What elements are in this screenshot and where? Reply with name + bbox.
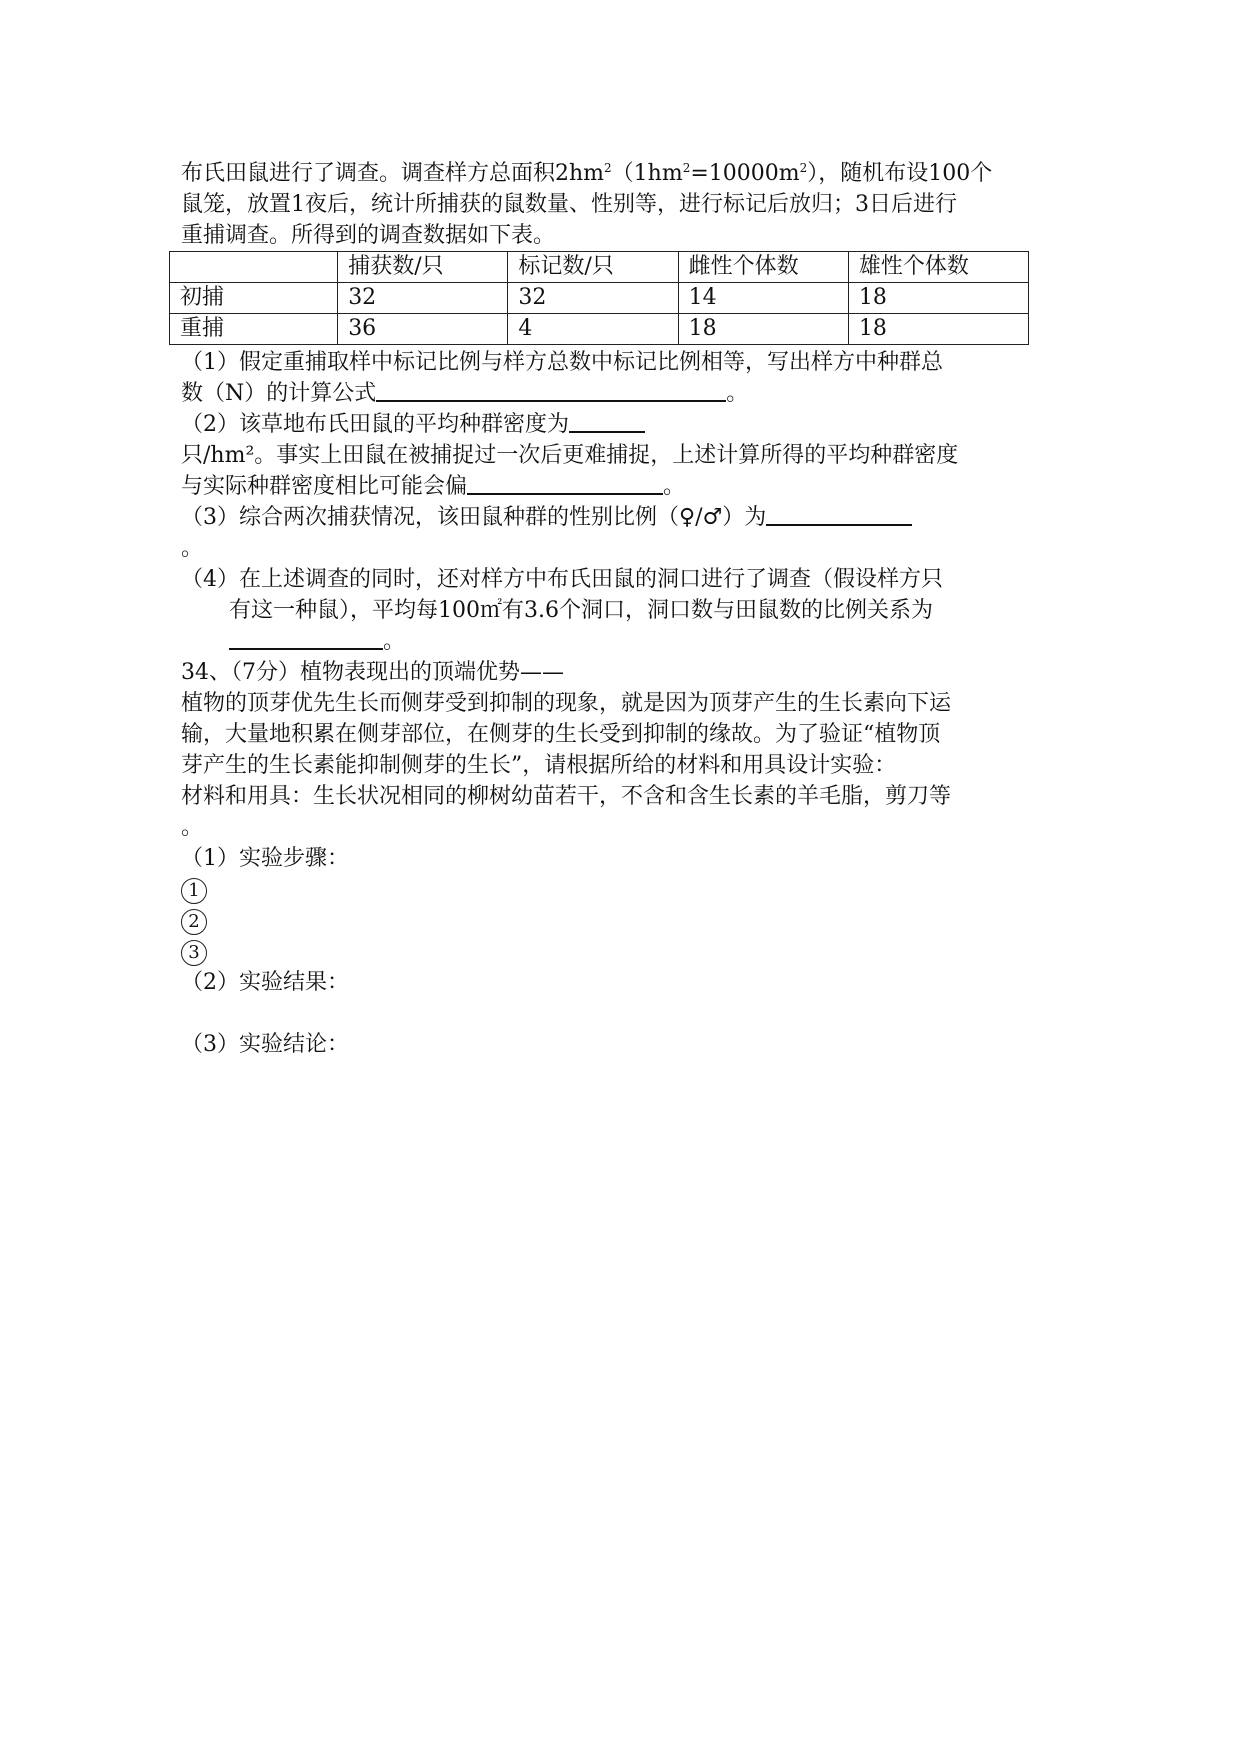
- q4-line-3: 。: [181, 626, 1061, 657]
- q4-line-1: （4）在上述调查的同时，还对样方中布氏田鼠的洞口进行了调查（假设样方只: [181, 567, 943, 592]
- capture-data-table: [169, 251, 1029, 345]
- table-header-cell: 雌性个体数: [678, 252, 848, 283]
- q34-step-item: [181, 936, 1061, 967]
- q34-step-item: [181, 874, 1061, 905]
- q34-paragraph-line: 输，大量地积累在侧芽部位，在侧芽的生长受到抑制的缘故。为了验证“植物顶: [181, 722, 941, 747]
- q34-paragraph-line: 植物的顶芽优先生长而侧芽受到抑制的现象，就是因为顶芽产生的生长素向下运: [181, 691, 952, 716]
- q2-line-2: 只/hm²。事实上田鼠在被捕捉过一次后更难捕捉，上述计算所得的平均种群密度: [181, 443, 959, 468]
- q2-line-1: （2）该草地布氏田鼠的平均种群密度为: [181, 409, 1061, 440]
- q34-conclusion: （3）实验结论：: [181, 1032, 349, 1057]
- step-number-2: 2: [181, 909, 207, 935]
- q4-answer-blank[interactable]: [229, 626, 383, 650]
- table-row: [170, 314, 1029, 345]
- q2-line-3: 与实际种群密度相比可能会偏 。: [181, 471, 1061, 502]
- table-header-cell: 雄性个体数: [848, 252, 1028, 283]
- q34-paragraph-line: 芽产生的生长素能抑制侧芽的生长”，请根据所给的材料和用具设计实验：: [181, 753, 897, 778]
- q34-materials: 材料和用具：生长状况相同的柳树幼苗若干，不含和含生长素的羊毛脂，剪刀等: [181, 784, 952, 809]
- q4-line-2: 有这一种鼠），平均每100㎡有3.6个洞口，洞口数与田鼠数的比例关系为: [229, 598, 933, 623]
- intro-line-1: 布氏田鼠进行了调查。调查样方总面积$2hm^2(1hm^2=10000m^2)$，随机布设100个: [181, 161, 993, 186]
- q34-materials-end: 。: [181, 815, 204, 840]
- table-cell: 重捕: [170, 314, 338, 345]
- spacer: [181, 998, 1061, 1029]
- table-cell: 36: [338, 314, 508, 345]
- table-header-row: [170, 252, 1029, 283]
- q3-line-2: 。: [181, 536, 204, 561]
- q3-line-1: （3）综合两次捕获情况，该田鼠种群的性别比例（♀/♂）为: [181, 502, 1061, 533]
- intro-line-3: 重捕调查。所得到的调查数据如下表。: [181, 223, 556, 248]
- question-content: [181, 158, 1061, 1060]
- q2-density-blank[interactable]: [569, 409, 645, 433]
- q3-ratio-blank[interactable]: [766, 502, 912, 526]
- table-cell: 32: [508, 283, 678, 314]
- q34-result: （2）实验结果：: [181, 970, 349, 995]
- table-cell: 18: [848, 283, 1028, 314]
- q1-answer-blank[interactable]: [376, 378, 726, 402]
- intro-line-2: 鼠笼，放置1夜后，统计所捕获的鼠数量、性别等，进行标记后放归；3日后进行: [181, 192, 957, 217]
- q34-step-title: （1）实验步骤：: [181, 846, 349, 871]
- q1-line-1: （1）假定重捕取样中标记比例与样方总数中标记比例相等，写出样方中种群总: [181, 350, 943, 375]
- q34-title: 34、（7分）植物表现出的顶端优势——: [181, 660, 564, 685]
- table-cell: 18: [848, 314, 1028, 345]
- table-cell: 初捕: [170, 283, 338, 314]
- q2-bias-blank[interactable]: [467, 471, 663, 495]
- table-row: [170, 283, 1029, 314]
- table-header-cell: [170, 252, 338, 283]
- table-cell: 14: [678, 283, 848, 314]
- step-number-3: 3: [181, 940, 207, 966]
- table-cell: 4: [508, 314, 678, 345]
- table-cell: 32: [338, 283, 508, 314]
- q34-step-item: [181, 905, 1061, 936]
- q1-line-2: 数（N）的计算公式 。: [181, 378, 1061, 409]
- step-number-1: 1: [181, 878, 207, 904]
- table-header-cell: 捕获数/只: [338, 252, 508, 283]
- table-cell: 18: [678, 314, 848, 345]
- table-header-cell: 标记数/只: [508, 252, 678, 283]
